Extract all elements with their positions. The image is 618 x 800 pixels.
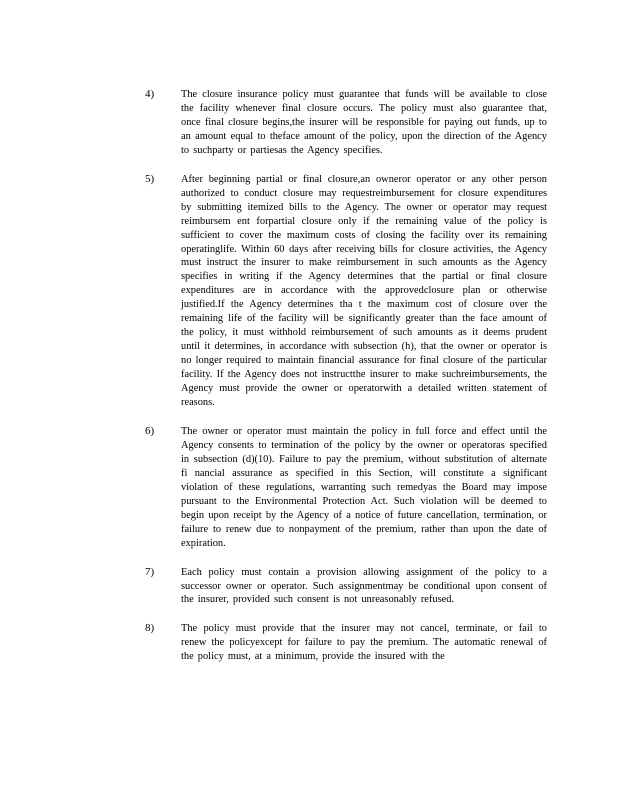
paragraph-text: The policy must provide that the insurer may not cancel, terminate, or fail to renew the policyexcept for failure to pay the premium. The automatic renewal of the policy must, at a minimum, provide the insured with the <box>181 623 547 663</box>
paragraph-number: 7) <box>145 565 155 578</box>
numbered-paragraph-list <box>145 88 547 679</box>
paragraph-number: 8) <box>145 622 155 635</box>
paragraph-item <box>145 88 547 158</box>
paragraph-item <box>145 622 547 664</box>
paragraph-number: 4) <box>145 88 155 100</box>
paragraph-item <box>145 425 547 551</box>
paragraph-item <box>145 173 547 410</box>
paragraph-text: The closure insurance policy must guarantee that funds will be available to close the facility whenever final closure occurs. The policy must also guarantee that, once final closure begins,the insurer will be responsible for paying out funds, up to an amount equal to theface amount of the policy, upon the direction of the Agency to suchparty or partiesas the Agency specifies. <box>181 89 547 156</box>
paragraph-number: 6) <box>145 424 155 437</box>
paragraph-item <box>145 566 547 608</box>
paragraph-text: Each policy must contain a provision allowing assignment of the policy to a successor owner or operator. Such assignmentmay be conditional upon consent of the insurer, provided such consent is not unreasonably refused. <box>181 566 547 606</box>
paragraph-number: 5) <box>145 172 155 185</box>
paragraph-text: The owner or operator must maintain the policy in full force and effect until the Agency consents to termination of the policy by the owner or operatoras specified in subsection (d)(10). Failure to pay the premium, without substitution of alternate fi nancial assurance as specified in this Section, will constitute a significant violation of these regulations, warranting such remedyas the Board may impose pursuant to the Environmental Protection Act. Such violation will be deemed to begin upon receipt by the Agency of a notice of future cancellation, termination, or failure to renew due to nonpayment of the premium, rather than upon the date of expiration. <box>181 425 547 549</box>
paragraph-text: After beginning partial or final closure,an owneror operator or any other person authorized to conduct closure may requestreimbursement for closure expenditures by submitting itemized bills to the Agency. The owner or operator may request reimbursem ent forpartial closure only if the remaining value of the policy is sufficient to cover the maximum costs of closing the facility over its remaining operatinglife. Within 60 days after receiving bills for closure activities, the Agency must instruct the insurer to make reimbursement in such amounts as the Agency specifies in writing if the Agency determines that the partial or final closure expenditures are in accordance with the approvedclosure plan or otherwise justified.If the Agency determines tha t the maximum cost of closure over the remaining life of the facility will be significantly greater than the face amount of the policy, it must withhold reimbursement of such amounts as it deems prudent until it determines, in accordance with subsection (h), that the owner or operator is no longer required to maintain financial assurance for final closure of the particular facility. If the Agency does not instructthe insurer to make suchreimbursements, the Agency must provide the owner or operatorwith a detailed written statement of reasons. <box>181 173 547 409</box>
